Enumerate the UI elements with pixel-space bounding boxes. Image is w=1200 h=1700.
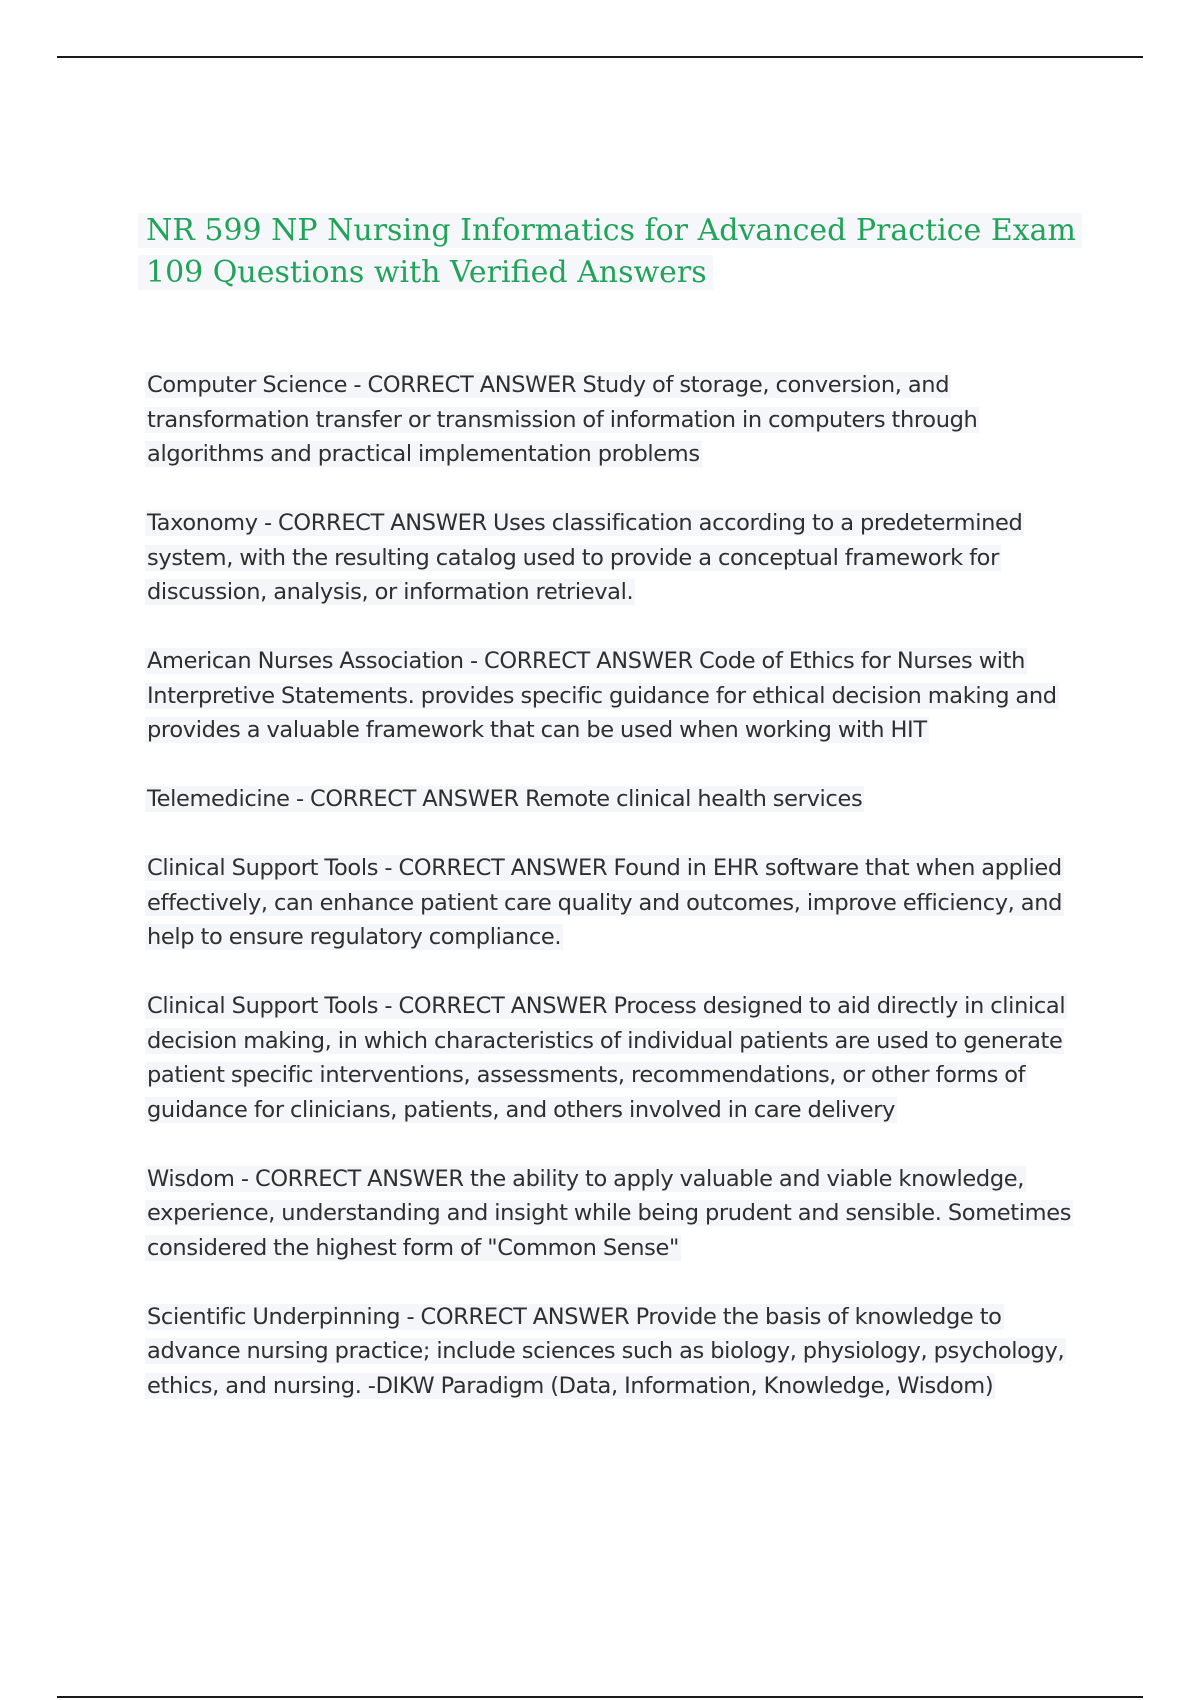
qa-entry	[145, 989, 1080, 1127]
document-title-line-2: 109 Questions with Verified Answers	[138, 255, 713, 290]
qa-entry-text: Scientific Underpinning - CORRECT ANSWER Provide the basis of knowledge to advance nursing practice; include sciences such as biology, physiology, psychology, ethics, and nursing. -DIKW Paradigm (Data, Information, Knowledge, Wisdom)	[147, 1303, 1065, 1399]
document-title-line-1: NR 599 NP Nursing Informatics for Advanced Practice Exam	[138, 213, 1082, 248]
qa-entry	[145, 368, 1080, 472]
qa-entry	[145, 506, 1080, 610]
footer-rule	[57, 1696, 1143, 1698]
header-rule	[57, 56, 1143, 58]
qa-entry	[145, 1162, 1080, 1266]
qa-entry-text: Clinical Support Tools - CORRECT ANSWER Found in EHR software that when applied effectively, can enhance patient care quality and outcomes, improve efficiency, and help to ensure regulatory compliance.	[147, 855, 1063, 950]
qa-entry	[145, 1300, 1080, 1404]
qa-entry-text: Clinical Support Tools - CORRECT ANSWER Process designed to aid directly in clinical decision making, in which characteristics of individual patients are used to generate patient specific interventions, assessments, recommendations, or other forms of guidance for clinicians, patients, and others involved in care delivery	[147, 993, 1066, 1123]
document-title	[138, 210, 1088, 294]
qa-entry-text: Taxonomy - CORRECT ANSWER Uses classification according to a predetermined system, with the resulting catalog used to provide a conceptual framework for discussion, analysis, or information retrieval.	[147, 510, 1023, 605]
qa-entry-text: Computer Science - CORRECT ANSWER Study of storage, conversion, and transformation transfer or transmission of information in computers through algorithms and practical implementation problems	[147, 372, 978, 467]
qa-entry-text: Wisdom - CORRECT ANSWER the ability to apply valuable and viable knowledge, experience, understanding and insight while being prudent and sensible. Sometimes considered the highest form of "Common Sense"	[147, 1165, 1072, 1261]
qa-entry	[145, 782, 1080, 817]
qa-entry-text: American Nurses Association - CORRECT ANSWER Code of Ethics for Nurses with Interpretive Statements. provides specific guidance for ethical decision making and provides a valuable framework that can be used when working with HIT	[147, 648, 1057, 743]
qa-entry	[145, 851, 1080, 955]
qa-entry-text: Telemedicine - CORRECT ANSWER Remote clinical health services	[147, 786, 863, 812]
qa-entry	[145, 644, 1080, 748]
qa-entry-list	[145, 368, 1080, 1438]
